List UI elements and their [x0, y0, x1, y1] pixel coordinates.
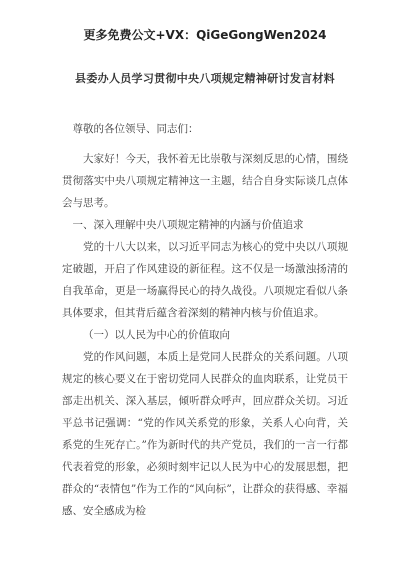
- document-body: [62, 118, 348, 522]
- section-paragraph-1: 党的十八大以来，以习近平同志为核心的党中央以八项规定破题，开启了作风建设的新征程。这不仅是一场激浊扬清的自我革命，更是一场赢得民心的持久战役。八项规定看似八条具体要求，但其背后蕴含着深刻的精神内核与价值追求。: [62, 241, 348, 319]
- subsection-paragraph-1: 党的作风问题，本质上是党同人民群众的关系问题。八项规定的核心要义在于密切党同人民群众的血肉联系，让党员干部走出机关、深入基层，倾听群众呼声，回应群众关切。习近平总书记强调：“党的作风关系党的形象，关系人心向背，关系党的生死存亡。”作为新时代的共产党员，我们的一言一行都代表着党的形象，必须时刻牢记以人民为中心的发展思想，把群众的“表情包”作为工作的“风向标”，让群众的获得感、幸福感、安全感成为检: [62, 351, 348, 517]
- salutation: 尊敬的各位领导、同志们：: [72, 123, 199, 135]
- subsection-heading-1: （一）以人民为中心的价值取向: [83, 329, 230, 341]
- section-heading-1: 一、深入理解中央八项规定精神的内涵与价值追求: [72, 219, 304, 231]
- intro-paragraph: 大家好！今天，我怀着无比崇敬与深刻反思的心情，围绕贯彻落实中央八项规定精神这一主题，结合自身实际谈几点体会与思考。: [62, 153, 348, 209]
- document-title: 县委办人员学习贯彻中央八项规定精神研讨发言材料: [75, 72, 335, 85]
- header-watermark: 更多免费公文+VX：QiGeGongWen2024: [83, 28, 327, 42]
